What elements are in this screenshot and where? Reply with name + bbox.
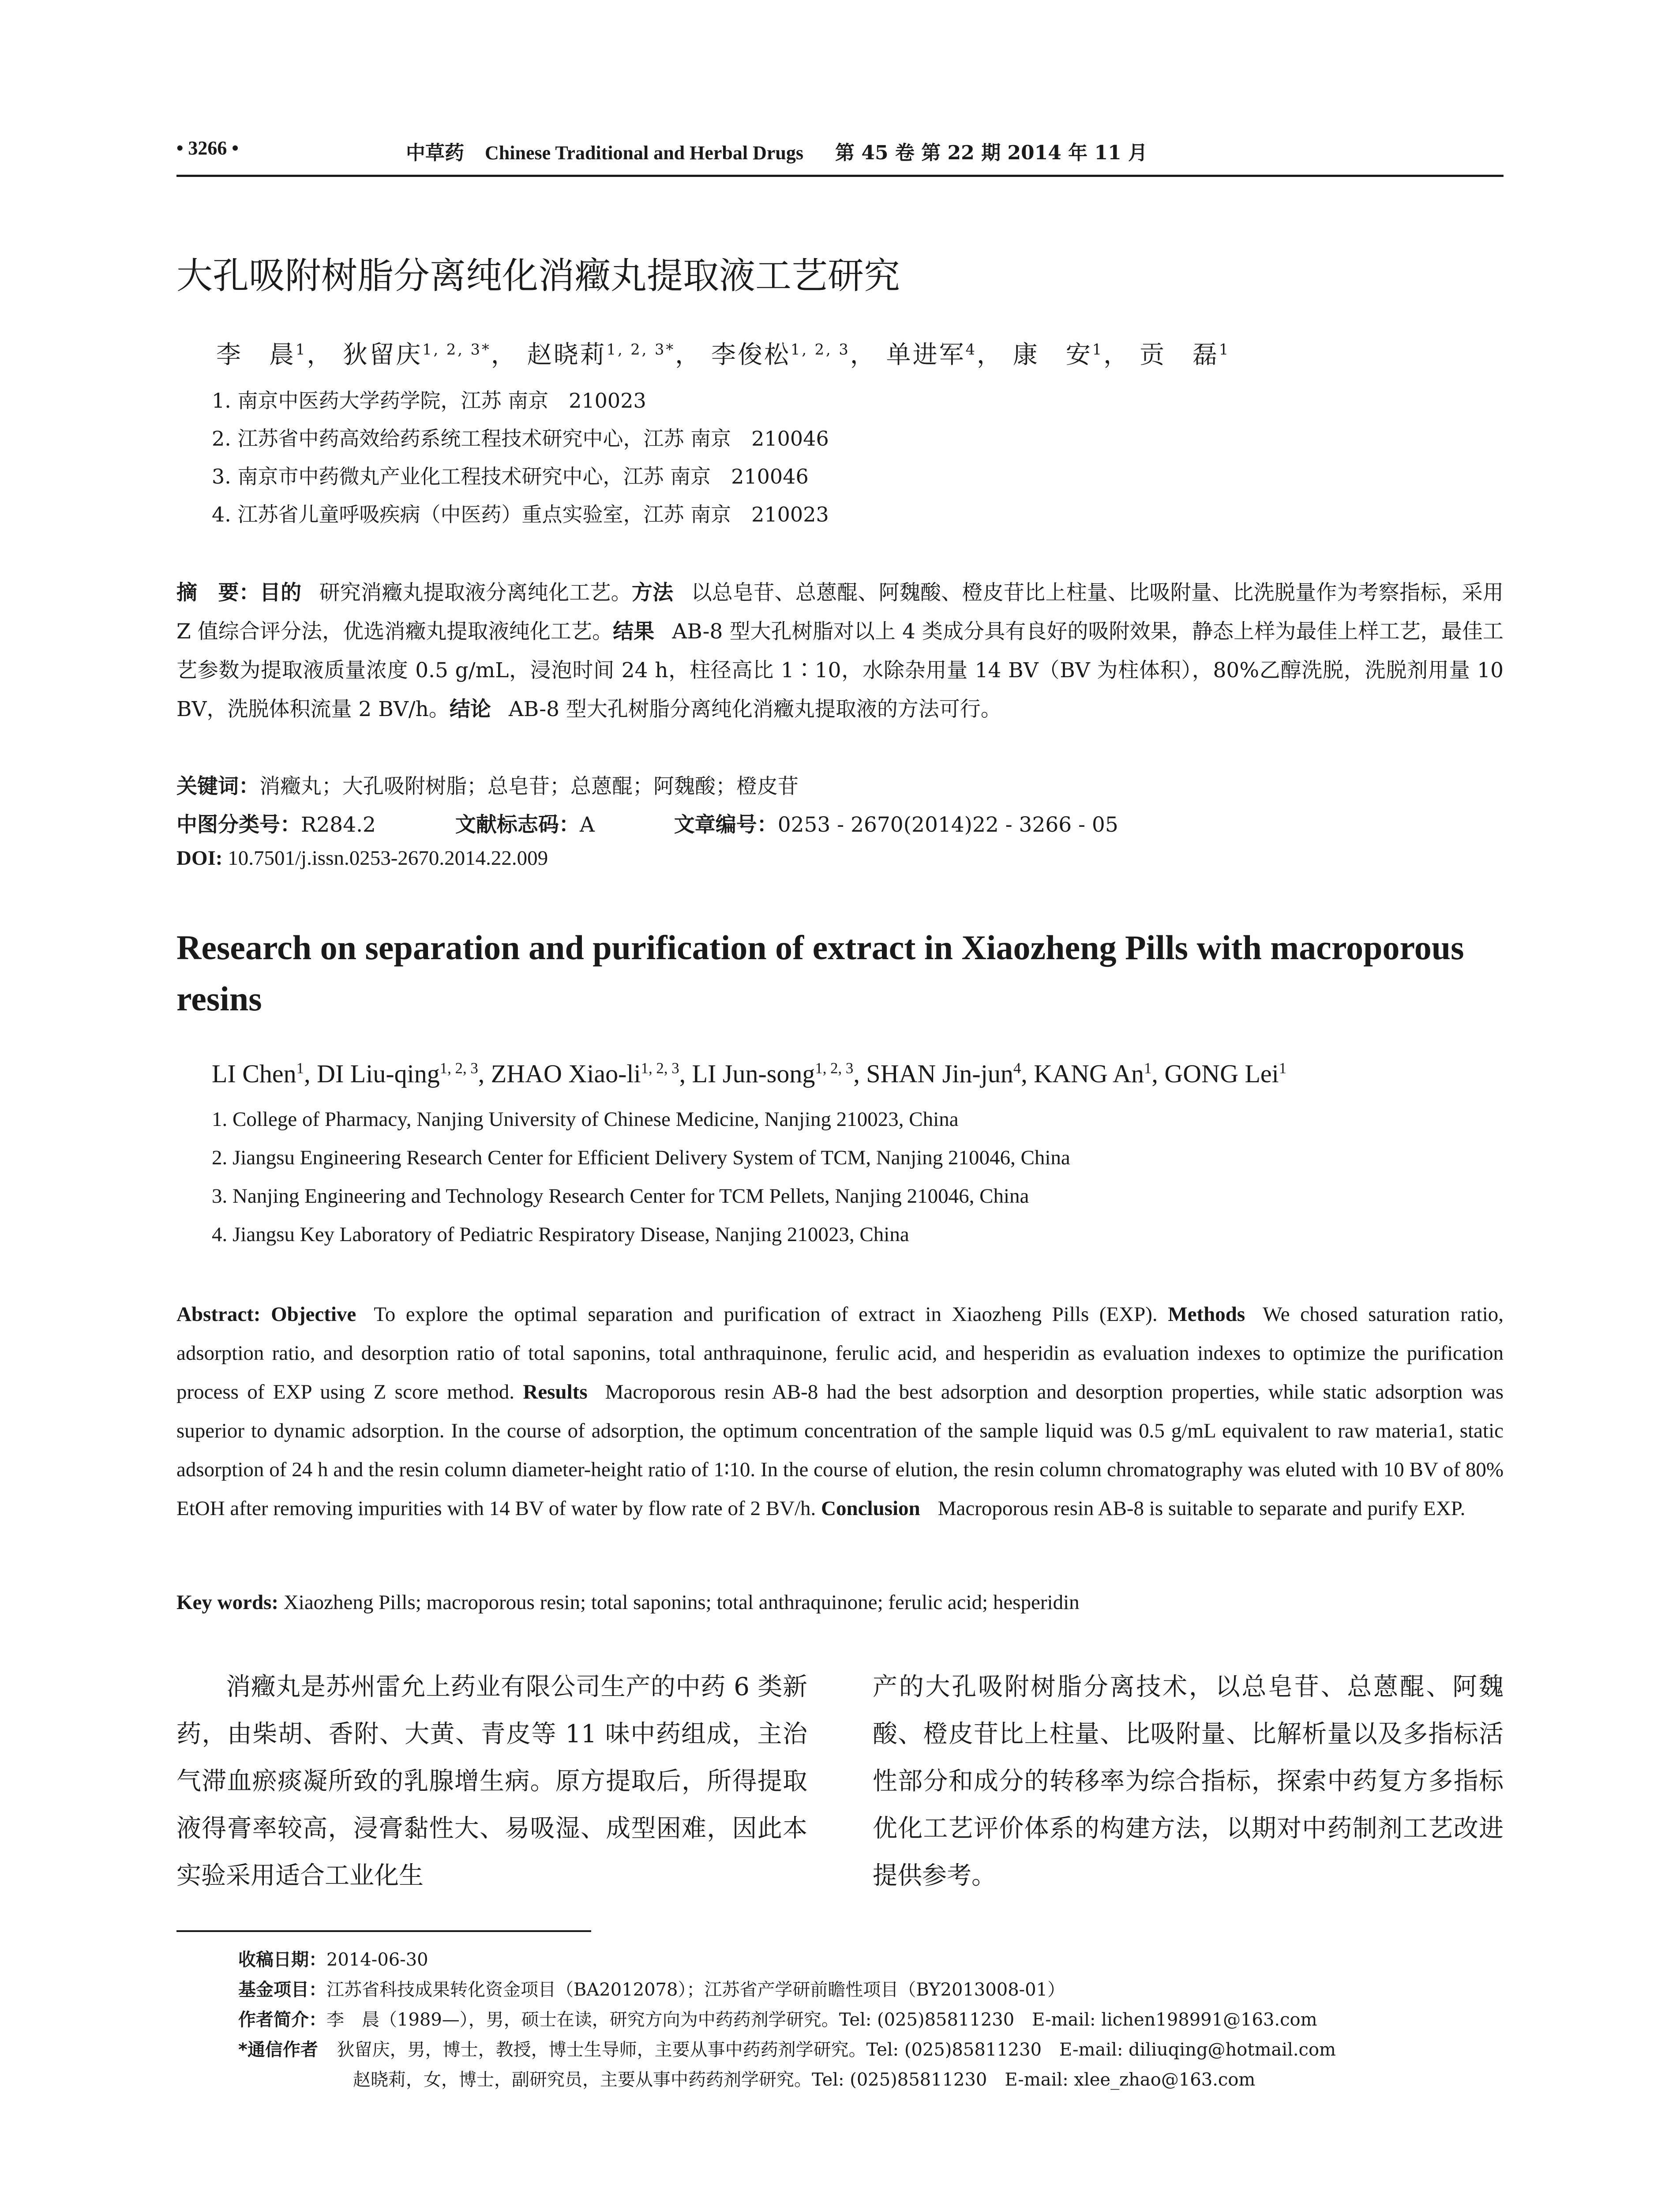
fund-text: 江苏省科技成果转化资金项目（BA2012078）；江苏省产学研前瞻性项目（BY2013008-01） — [326, 1980, 1065, 2000]
author-affiliation-mark: 1 — [1144, 1059, 1152, 1077]
doc-code-label: 文献标志码： — [455, 813, 580, 837]
results-text-cn: AB-8 型大孔树脂对以上 4 类成分具有良好的吸附效果，静态上样为最佳上样工艺，最佳工艺参数为提取液质量浓度 0.5 g/mL，浸泡时间 24 h，柱径高比 1∶10，水除杂用量 14 BV（BV 为柱体积），80%乙醇洗脱，洗脱剂用量 10 BV，洗脱体积流量 2 BV/h。 — [176, 619, 1504, 721]
doi-line — [176, 846, 548, 870]
keywords-text-cn: 消癥丸；大孔吸附树脂；总皂苷；总蒽醌；阿魏酸；橙皮苷 — [259, 774, 799, 799]
abstract-en — [176, 1295, 1504, 1528]
keywords-label-en: Key words: — [176, 1591, 279, 1614]
author-bio-label: 作者简介： — [238, 2010, 326, 2030]
article-number: 0253 - 2670(2014)22 - 3266 - 05 — [777, 813, 1118, 837]
footnote-received — [238, 1946, 428, 1971]
objective-text-cn: 研究消癥丸提取液分离纯化工艺。 — [319, 581, 632, 605]
footnote-correspondence-2: 赵晓莉，女，博士，副研究员，主要从事中药药剂学研究。Tel: (025)85811230 E-mail: xlee_zhao@163.com — [353, 2070, 1256, 2090]
author-affiliation-mark: 1 — [1092, 341, 1104, 358]
abstract-label-cn: 摘 要： — [176, 581, 260, 605]
author-affiliation-mark: 1 — [1219, 341, 1230, 358]
author-en: ZHAO Xiao-li — [491, 1059, 641, 1088]
received-label: 收稿日期： — [238, 1950, 326, 1970]
author-affiliation-mark: 1, 2, 3 — [439, 1059, 478, 1077]
author-affiliation-mark: 1, 2, 3 — [641, 1059, 679, 1077]
footnote-correspondence — [238, 2036, 1336, 2061]
author-bio-text: 李 晨（1989—），男，硕士在读，研究方向为中药药剂学研究。Tel: (025)85811230 E-mail: lichen198991@163.com — [326, 2010, 1317, 2030]
keywords-label-cn: 关键词： — [176, 774, 259, 799]
author-affiliation-mark: 1, 2, 3 — [790, 341, 850, 358]
affiliation-cn: 4. 江苏省儿童呼吸疾病（中医药）重点实验室，江苏 南京 210023 — [212, 503, 829, 526]
methods-text-en: We chosed saturation ratio, adsorption ratio, and desorption ratio of total saponins, total anthraquinone, ferulic acid, and hesperidin as evaluation indexes to optimize the purification process of EXP using Z score method. — [176, 1303, 1504, 1403]
affiliation-cn: 1. 南京中医药大学药学院，江苏 南京 210023 — [212, 389, 646, 413]
footnote-fund — [238, 1976, 1065, 2001]
author-affiliation-mark: 1 — [296, 1059, 304, 1077]
affiliation-en: 4. Jiangsu Key Laboratory of Pediatric Respiratory Disease, Nanjing 210023, China — [212, 1223, 909, 1246]
methods-label-cn: 方法 — [631, 581, 674, 605]
author-affiliation-mark: 4 — [1013, 1059, 1021, 1077]
author-affiliation-mark: 1 — [296, 341, 307, 358]
keywords-text-en: Xiaozheng Pills; macroporous resin; total saponins; total anthraquinone; ferulic acid; hesperidin — [283, 1591, 1080, 1614]
conclusion-text-en: Macroporous resin AB-8 is suitable to separate and purify EXP. — [938, 1497, 1466, 1520]
paper-title-en: Research on separation and purification of extract in Xiaozheng Pills with macroporous resins — [176, 928, 1464, 1018]
author-list-cn: 李 晨$^1$， 狄留庆$^{1, 2, 3*}$， 赵晓莉$^{1, 2, 3*}$， 李俊松$^{1, 2, 3}$， 单进军$^4$， 康 安$^1$， 贡 磊$^1$ — [216, 341, 1230, 369]
conclusion-label-cn: 结论 — [449, 697, 491, 721]
author-en: GONG Lei — [1164, 1059, 1279, 1088]
affiliation-en: 1. College of Pharmacy, Nanjing University of Chinese Medicine, Nanjing 210023, China — [212, 1108, 959, 1131]
author-cn: 贡 磊 — [1139, 341, 1219, 369]
methods-label-en: Methods — [1168, 1303, 1245, 1326]
author-en: LI Jun-song — [692, 1059, 815, 1088]
author-en: LI Chen — [212, 1059, 296, 1088]
author-cn: 狄留庆 — [343, 341, 423, 369]
doi-label: DOI: — [176, 847, 223, 870]
doc-code: A — [579, 813, 595, 837]
author-affiliation-mark: 1, 2, 3 — [815, 1059, 854, 1077]
classification-line — [176, 808, 1118, 838]
conclusion-label-en: Conclusion — [821, 1497, 920, 1520]
author-cn: 单进军 — [886, 341, 966, 369]
author-cn: 康 安 — [1012, 341, 1092, 369]
affiliation-en: 3. Nanjing Engineering and Technology Research Center for TCM Pellets, Nanjing 210046, China — [212, 1185, 1029, 1208]
author-affiliation-mark: 1 — [1279, 1059, 1287, 1077]
journal-name-en: Chinese Traditional and Herbal Drugs — [485, 142, 804, 164]
results-text-en: Macroporous resin AB-8 had the best adsorption and desorption properties, while static adsorption was superior to dynamic adsorption. In the course of adsorption, the optimum concentration of the sample liquid was 0.5 g/mL equivalent to raw materia1, static adsorption of 24 h and the resin column diameter-height ratio of 1∶10. In the course of elution, the resin column chromatography was eluted with 10 BV of 80% EtOH after removing impurities with 14 BV of water by flow rate of 2 BV/h. — [176, 1381, 1504, 1520]
objective-text-en: To explore the optimal separation and purification of extract in Xiaozheng Pills (EXP). — [374, 1303, 1158, 1326]
conclusion-text-cn: AB-8 型大孔树脂分离纯化消癥丸提取液的方法可行。 — [508, 697, 1001, 721]
fund-label: 基金项目： — [238, 1980, 326, 2000]
clc-code: R284.2 — [301, 813, 376, 837]
author-en: DI Liu-qing — [317, 1059, 440, 1088]
clc-label: 中图分类号： — [176, 813, 301, 837]
author-cn: 赵晓莉 — [527, 341, 607, 369]
author-list-en: LI Chen$^1$, DI Liu-qing$^{1, 2, 3}$, ZHAO Xiao-li$^{1, 2, 3}$, LI Jun-song$^{1, 2, 3}$, SHAN Jin-jun$^4$, KANG An$^1$, GONG Lei$^1$ — [212, 1059, 1287, 1088]
results-label-en: Results — [523, 1381, 588, 1403]
objective-label-en: Objective — [271, 1303, 356, 1326]
page-number: • 3266 • — [176, 137, 239, 159]
abstract-label-en: Abstract: — [176, 1303, 261, 1326]
doi-link[interactable]: 10.7501/j.issn.0253-2670.2014.22.009 — [228, 847, 548, 870]
objective-label-cn: 目的 — [259, 581, 302, 605]
affiliation-cn: 2. 江苏省中药高效给药系统工程技术研究中心，江苏 南京 210046 — [212, 427, 829, 450]
corresponding-author-1: 狄留庆，男，博士，教授，博士生导师，主要从事中药药剂学研究。Tel: (025)85811230 E-mail: diliuqing@hotmail.com — [337, 2040, 1336, 2060]
footnote-author-bio — [238, 2006, 1317, 2031]
results-label-cn: 结果 — [613, 619, 655, 644]
author-en: SHAN Jin-jun — [866, 1059, 1013, 1088]
methods-text-cn: 以总皂苷、总蒽醌、阿魏酸、橙皮苷比上柱量、比吸附量、比洗脱量作为考察指标，采用 Z 值综合评分法，优选消癥丸提取液纯化工艺。 — [176, 581, 1504, 644]
received-date: 2014-06-30 — [326, 1950, 428, 1970]
author-cn: 李俊松 — [711, 341, 791, 369]
affiliation-en: 2. Jiangsu Engineering Research Center for Efficient Delivery System of TCM, Nanjing 210046, China — [212, 1146, 1070, 1169]
affiliation-cn: 3. 南京市中药微丸产业化工程技术研究中心，江苏 南京 210046 — [212, 465, 809, 488]
abstract-cn — [176, 574, 1504, 729]
journal-name-cn: 中草药 — [406, 142, 464, 164]
author-en: KANG An — [1034, 1059, 1144, 1088]
journal-info — [406, 137, 1148, 165]
journal-issue: 第 45 卷 第 22 期 2014 年 11 月 — [835, 142, 1148, 164]
body-left-column: 消癥丸是苏州雷允上药业有限公司生产的中药 6 类新药，由柴胡、香附、大黄、青皮等 11 味中药组成，主治气滞血瘀痰凝所致的乳腺增生病。原方提取后，所得提取液得膏率较高，浸膏黏性大、易吸湿、成型困难，因此本实验采用适合工业化生 — [176, 1673, 807, 1890]
author-affiliation-mark: 1, 2, 3* — [606, 341, 675, 358]
keywords-en — [176, 1591, 1080, 1614]
body-right-column: 产的大孔吸附树脂分离技术，以总皂苷、总蒽醌、阿魏酸、橙皮苷比上柱量、比吸附量、比解析量以及多指标活性部分和成分的转移率为综合指标，探索中药复方多指标优化工艺评价体系的构建方法，以期对中药制剂工艺改进提供参考。 — [873, 1673, 1504, 1890]
article-no-label: 文章编号： — [674, 813, 778, 837]
corresponding-label: *通信作者 — [238, 2040, 318, 2060]
author-affiliation-mark: 4 — [965, 341, 977, 358]
keywords-cn — [176, 770, 799, 799]
running-header — [176, 132, 1504, 168]
paper-title-cn: 大孔吸附树脂分离纯化消癥丸提取液工艺研究 — [176, 255, 900, 297]
header-rule — [176, 175, 1504, 177]
author-affiliation-mark: 1, 2, 3* — [422, 341, 491, 358]
footnote-rule — [176, 1930, 591, 1932]
author-cn: 李 晨 — [216, 341, 296, 369]
